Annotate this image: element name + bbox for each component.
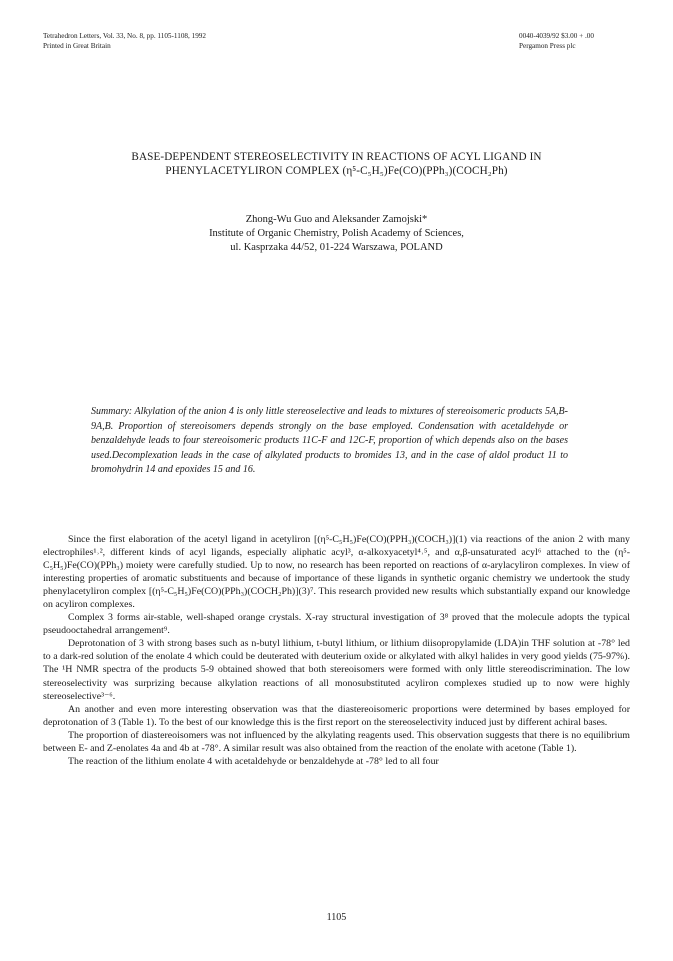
article-body	[43, 533, 630, 768]
body-paragraph-4: An another and even more interesting observation was that the diastereoisomeric proportions were determined by bases employed for deprotonation of 3 (Table 1). To the best of our knowledge this is the first report on the stereoselectivity induced just by different achiral bases.	[43, 703, 630, 728]
body-paragraph-6: The reaction of the lithium enolate 4 with acetaldehyde or benzaldehyde at -78° led to all four	[68, 755, 439, 767]
printed-in: Printed in Great Britain	[43, 42, 111, 50]
body-paragraph-2: Complex 3 forms air-stable, well-shaped orange crystals. X-ray structural investigation of 3⁸ proved that the molecule adopts the typical pseudooctahedral arrangement⁹.	[43, 612, 630, 637]
publisher: Pergamon Press plc	[519, 42, 576, 50]
author-institute: Institute of Organic Chemistry, Polish Academy of Sciences,	[209, 228, 464, 239]
journal-citation: Tetrahedron Letters, Vol. 33, No. 8, pp. 1105-1108, 1992	[43, 32, 206, 40]
journal-code: 0040-4039/92 $3.00 + .00	[519, 32, 594, 40]
title-line-2: PHENYLACETYLIRON COMPLEX (η⁵-C₅H₅)Fe(CO)(PPh₃)(COCH₂Ph)	[165, 165, 508, 177]
author-block	[60, 213, 613, 255]
journal-header-right	[519, 31, 594, 51]
body-paragraph-1: Since the first elaboration of the acetyl ligand in acetyliron [(η⁵-C₅H₅)Fe(CO)(PPH₃)(COCH₃)](1) via reactions of the anion 2 with many electrophiles¹˒², different kinds of acyl ligands, especially aliphatic acyl³, α-alkoxyacetyl⁴˒⁵, and α,β-unsaturated acyl⁶ attached to the (η⁵-C₅H₅)Fe(CO)(PPh₃) moiety were carefully studied. Up to now, no research has been reported on reactions of α-arylacyliron complexes. In view of interesting properties of aromatic substituents and because of importance of these ligands in synthetic organic chemistry we undertook the study phenylacetyliron complex [(η⁵-C₅H₅)Fe(CO)(PPh₃)(COCH₂Ph)](3)⁷. This research provided new results which substantially expand our knowledge on acyliron complexes.	[43, 534, 630, 611]
body-paragraph-5: The proportion of diastereoisomers was not influenced by the alkylating reagents used. This observation suggests that there is no equilibrium between E- and Z-enolates 4a and 4b at -78°. A similar result was also obtained from the reaction of the enolate with acetone (Table 1).	[43, 729, 630, 754]
body-paragraph-3: Deprotonation of 3 with strong bases such as n-butyl lithium, t-butyl lithium, or lithium diisopropylamide (LDA)in THF solution at -78° led to a dark-red solution of the enolate 4 which could be deuterated with deuterium oxide or alkylated with alkyl halides in very good yields (75-97%). The ¹H NMR spectra of the products 5-9 obtained showed that both stereoisomers were formed with only little stereodiscrimination. The low stereoselectivity was surprizing because alkylation reactions of all monosubstituted acyliron complexes studied up to now were highly stereoselective³⁻⁶.	[43, 638, 630, 702]
author-address: ul. Kasprzaka 44/52, 01-224 Warszawa, POLAND	[230, 242, 443, 253]
summary-abstract: Summary: Alkylation of the anion 4 is only little stereoselective and leads to mixtures of stereoisomeric products 5A,B-9A,B. Proportion of stereoisomers depends strongly on the base employed. Condensation with acetaldehyde or benzaldehyde leads to four stereoisomeric products 11C-F and 12C-F, proportion of which depends also on the bases used.Decomplexation leads in the case of alkylated products to bromides 13, and in the case of aldol product 11 to bromohydrin 14 and epoxides 15 and 16.	[91, 406, 568, 476]
title-line-1: BASE-DEPENDENT STEREOSELECTIVITY IN REACTIONS OF ACYL LIGAND IN	[131, 151, 542, 163]
paper-title	[60, 150, 613, 178]
journal-header-left	[43, 31, 206, 51]
page-number: 1105	[326, 912, 347, 923]
author-names: Zhong-Wu Guo and Aleksander Zamojski*	[245, 214, 428, 225]
